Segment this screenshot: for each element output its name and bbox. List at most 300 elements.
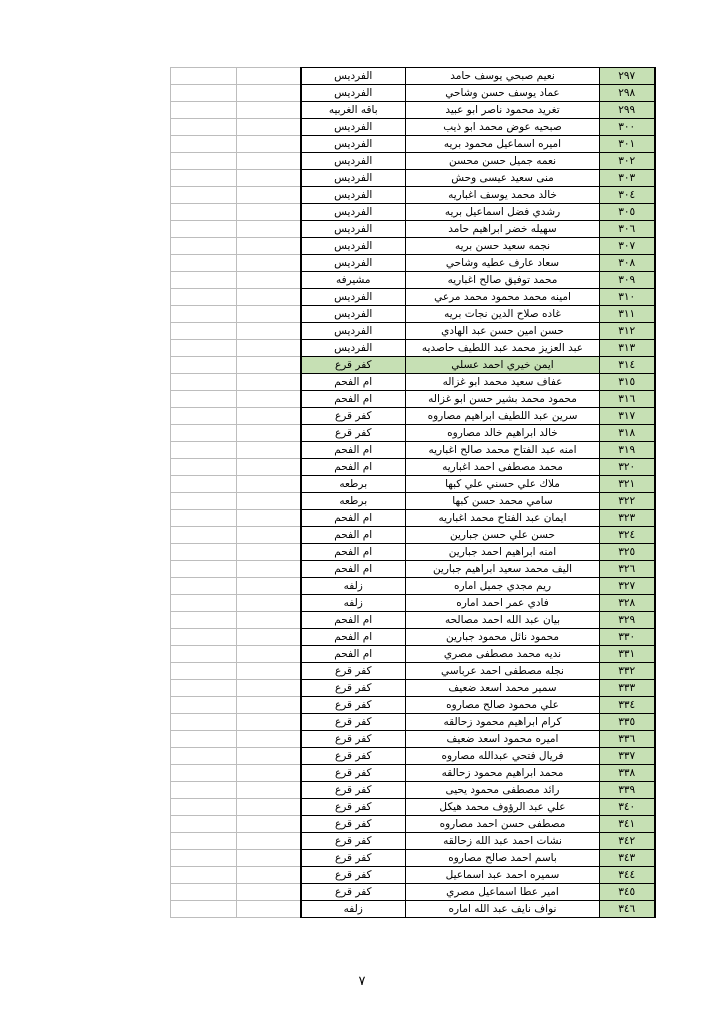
row-number-cell: ٣٢١: [600, 476, 655, 493]
town-cell: باقه الغربيه: [301, 102, 406, 119]
empty-cell: [171, 578, 237, 595]
table-row: [171, 578, 655, 595]
row-number-cell: ٣٣٣: [600, 680, 655, 697]
table-row: [171, 340, 655, 357]
empty-cell: [171, 136, 237, 153]
name-cell: محمود نائل محمود جبارين: [406, 629, 600, 646]
table-row: [171, 731, 655, 748]
name-cell: عبد العزيز محمد عبد اللطيف حاصديه: [406, 340, 600, 357]
empty-cell: [237, 646, 301, 663]
row-number-cell: ٣١٨: [600, 425, 655, 442]
table-row: [171, 748, 655, 765]
town-cell: كفر قرع: [301, 357, 406, 374]
town-cell: ام الفحم: [301, 646, 406, 663]
table-row: [171, 629, 655, 646]
table-row: [171, 204, 655, 221]
row-number-cell: ٢٩٨: [600, 85, 655, 102]
empty-cell: [237, 714, 301, 731]
empty-cell: [237, 867, 301, 884]
table-row: [171, 374, 655, 391]
empty-cell: [237, 289, 301, 306]
row-number-cell: ٣٢٤: [600, 527, 655, 544]
empty-cell: [171, 901, 237, 918]
table-row: [171, 544, 655, 561]
empty-cell: [171, 646, 237, 663]
empty-cell: [171, 119, 237, 136]
town-cell: ام الفحم: [301, 459, 406, 476]
town-cell: الفرديس: [301, 119, 406, 136]
table-row: [171, 901, 655, 918]
name-cell: اميره اسماعيل محمود بريه: [406, 136, 600, 153]
empty-cell: [237, 68, 301, 85]
town-cell: ام الفحم: [301, 510, 406, 527]
name-cell: سميره احمد عبد اسماعيل: [406, 867, 600, 884]
empty-cell: [237, 765, 301, 782]
empty-cell: [171, 391, 237, 408]
empty-cell: [237, 170, 301, 187]
empty-cell: [237, 306, 301, 323]
row-number-cell: ٣٣٠: [600, 629, 655, 646]
town-cell: كفر قرع: [301, 408, 406, 425]
empty-cell: [171, 799, 237, 816]
row-number-cell: ٢٩٩: [600, 102, 655, 119]
empty-cell: [171, 85, 237, 102]
empty-cell: [171, 272, 237, 289]
empty-cell: [237, 510, 301, 527]
town-cell: الفرديس: [301, 238, 406, 255]
table-row: [171, 255, 655, 272]
empty-cell: [237, 476, 301, 493]
empty-cell: [237, 833, 301, 850]
table-row: [171, 68, 655, 85]
table-row: [171, 357, 655, 374]
empty-cell: [171, 544, 237, 561]
empty-cell: [237, 816, 301, 833]
row-number-cell: ٣٣٨: [600, 765, 655, 782]
row-number-cell: ٣١٥: [600, 374, 655, 391]
name-cell: امنه عبد الفتاح محمد صالح اغباريه: [406, 442, 600, 459]
town-cell: كفر قرع: [301, 833, 406, 850]
empty-cell: [171, 68, 237, 85]
name-cell: ريم مجدي جميل اماره: [406, 578, 600, 595]
name-cell: رائد مصطفى محمود يحيى: [406, 782, 600, 799]
empty-cell: [171, 595, 237, 612]
table-row: [171, 425, 655, 442]
empty-cell: [171, 306, 237, 323]
empty-cell: [237, 884, 301, 901]
empty-cell: [171, 867, 237, 884]
empty-cell: [171, 697, 237, 714]
empty-cell: [171, 255, 237, 272]
empty-cell: [237, 527, 301, 544]
name-cell: محمد توفيق صالح اغباريه: [406, 272, 600, 289]
empty-cell: [171, 442, 237, 459]
row-number-cell: ٣١٧: [600, 408, 655, 425]
town-cell: الفرديس: [301, 306, 406, 323]
town-cell: الفرديس: [301, 204, 406, 221]
empty-cell: [171, 731, 237, 748]
name-cell: نجمه سعيد حسن بريه: [406, 238, 600, 255]
row-number-cell: ٣٠٩: [600, 272, 655, 289]
empty-cell: [237, 391, 301, 408]
name-cell: مصطفى حسن احمد مصاروه: [406, 816, 600, 833]
row-number-cell: ٣٢٢: [600, 493, 655, 510]
empty-cell: [237, 136, 301, 153]
row-number-cell: ٣١٢: [600, 323, 655, 340]
town-cell: الفرديس: [301, 221, 406, 238]
empty-cell: [237, 408, 301, 425]
table-row: [171, 527, 655, 544]
town-cell: ام الفحم: [301, 544, 406, 561]
name-cell: اليف محمد سعيد ابراهيم جبارين: [406, 561, 600, 578]
table-row: [171, 646, 655, 663]
town-cell: الفرديس: [301, 136, 406, 153]
empty-cell: [237, 561, 301, 578]
row-number-cell: ٣٠٨: [600, 255, 655, 272]
empty-cell: [237, 153, 301, 170]
name-cell: نعيم صبحي يوسف حامد: [406, 68, 600, 85]
town-cell: زلفه: [301, 578, 406, 595]
name-cell: باسم احمد صالح مصاروه: [406, 850, 600, 867]
name-cell: فادي عمر احمد اماره: [406, 595, 600, 612]
table-row: [171, 408, 655, 425]
row-number-cell: ٣٠٥: [600, 204, 655, 221]
town-cell: ام الفحم: [301, 391, 406, 408]
empty-cell: [237, 238, 301, 255]
table-row: [171, 510, 655, 527]
town-cell: زلفه: [301, 901, 406, 918]
empty-cell: [171, 204, 237, 221]
empty-cell: [171, 476, 237, 493]
table-row: [171, 850, 655, 867]
row-number-cell: ٣٣٤: [600, 697, 655, 714]
table-row: [171, 306, 655, 323]
empty-cell: [237, 663, 301, 680]
empty-cell: [237, 748, 301, 765]
name-cell: امنه ابراهيم احمد جبارين: [406, 544, 600, 561]
town-cell: ام الفحم: [301, 612, 406, 629]
table-row: [171, 136, 655, 153]
empty-cell: [171, 153, 237, 170]
town-cell: كفر قرع: [301, 425, 406, 442]
row-number-cell: ٣٤١: [600, 816, 655, 833]
empty-cell: [171, 493, 237, 510]
empty-cell: [237, 255, 301, 272]
table-row: [171, 289, 655, 306]
row-number-cell: ٣٣١: [600, 646, 655, 663]
name-cell: امير عطا اسماعيل مصري: [406, 884, 600, 901]
name-cell: علي عبد الرؤوف محمد هيكل: [406, 799, 600, 816]
table-row: [171, 442, 655, 459]
name-cell: محمد مصطفى احمد اغباريه: [406, 459, 600, 476]
row-number-cell: ٣١٣: [600, 340, 655, 357]
empty-cell: [237, 323, 301, 340]
empty-cell: [237, 204, 301, 221]
name-cell: فريال فتحي عبدالله مصاروه: [406, 748, 600, 765]
table-row: [171, 595, 655, 612]
town-cell: ام الفحم: [301, 629, 406, 646]
empty-cell: [237, 901, 301, 918]
town-cell: الفرديس: [301, 323, 406, 340]
empty-cell: [237, 374, 301, 391]
empty-cell: [237, 697, 301, 714]
town-cell: الفرديس: [301, 340, 406, 357]
town-cell: كفر قرع: [301, 680, 406, 697]
table-row: [171, 187, 655, 204]
row-number-cell: ٣٤٦: [600, 901, 655, 918]
empty-cell: [171, 782, 237, 799]
town-cell: الفرديس: [301, 85, 406, 102]
empty-cell: [237, 595, 301, 612]
table-row: [171, 765, 655, 782]
empty-cell: [171, 459, 237, 476]
table-row: [171, 272, 655, 289]
empty-cell: [237, 442, 301, 459]
roster-body: [171, 68, 655, 918]
empty-cell: [171, 714, 237, 731]
row-number-cell: ٣٣٧: [600, 748, 655, 765]
name-cell: خالد ابراهيم خالد مصاروه: [406, 425, 600, 442]
empty-cell: [171, 833, 237, 850]
empty-cell: [237, 493, 301, 510]
row-number-cell: ٣٢٥: [600, 544, 655, 561]
table-row: [171, 85, 655, 102]
empty-cell: [237, 459, 301, 476]
table-row: [171, 680, 655, 697]
empty-cell: [171, 663, 237, 680]
empty-cell: [171, 357, 237, 374]
row-number-cell: ٣٤٢: [600, 833, 655, 850]
name-cell: خالد محمد يوسف اغباريه: [406, 187, 600, 204]
row-number-cell: ٣١٩: [600, 442, 655, 459]
name-cell: نواف نايف عبد الله اماره: [406, 901, 600, 918]
row-number-cell: ٣٤٣: [600, 850, 655, 867]
table-row: [171, 612, 655, 629]
empty-cell: [171, 408, 237, 425]
empty-cell: [171, 510, 237, 527]
empty-cell: [237, 119, 301, 136]
empty-cell: [237, 221, 301, 238]
town-cell: الفرديس: [301, 187, 406, 204]
table-row: [171, 663, 655, 680]
town-cell: الفرديس: [301, 255, 406, 272]
town-cell: كفر قرع: [301, 799, 406, 816]
table-row: [171, 833, 655, 850]
name-cell: سعاد عارف عطيه وشاحي: [406, 255, 600, 272]
table-row: [171, 459, 655, 476]
row-number-cell: ٣٢٩: [600, 612, 655, 629]
town-cell: ام الفحم: [301, 442, 406, 459]
town-cell: كفر قرع: [301, 816, 406, 833]
name-cell: كرام ابراهيم محمود زحالقه: [406, 714, 600, 731]
town-cell: برطعه: [301, 493, 406, 510]
empty-cell: [237, 102, 301, 119]
row-number-cell: ٣٠٤: [600, 187, 655, 204]
name-cell: عفاف سعيد محمد ابو غزاله: [406, 374, 600, 391]
empty-cell: [171, 238, 237, 255]
town-cell: الفرديس: [301, 289, 406, 306]
empty-cell: [171, 850, 237, 867]
empty-cell: [237, 578, 301, 595]
empty-cell: [237, 340, 301, 357]
page-number: ٧: [358, 974, 366, 989]
row-number-cell: ٣٣٩: [600, 782, 655, 799]
row-number-cell: ٣٠٦: [600, 221, 655, 238]
town-cell: برطعه: [301, 476, 406, 493]
empty-cell: [171, 289, 237, 306]
table-row: [171, 238, 655, 255]
empty-cell: [171, 170, 237, 187]
row-number-cell: ٣٢٨: [600, 595, 655, 612]
name-cell: سامي محمد حسن كبها: [406, 493, 600, 510]
row-number-cell: ٣٤٠: [600, 799, 655, 816]
town-cell: الفرديس: [301, 68, 406, 85]
table-row: [171, 119, 655, 136]
empty-cell: [171, 340, 237, 357]
row-number-cell: ٣١٦: [600, 391, 655, 408]
town-cell: كفر قرع: [301, 663, 406, 680]
name-cell: علي محمود صالح مصاروه: [406, 697, 600, 714]
row-number-cell: ٣٠٠: [600, 119, 655, 136]
empty-cell: [171, 323, 237, 340]
row-number-cell: ٣٤٤: [600, 867, 655, 884]
row-number-cell: ٣٢٧: [600, 578, 655, 595]
town-cell: كفر قرع: [301, 731, 406, 748]
town-cell: كفر قرع: [301, 748, 406, 765]
empty-cell: [237, 629, 301, 646]
table-row: [171, 561, 655, 578]
table-row: [171, 221, 655, 238]
table-row: [171, 102, 655, 119]
row-number-cell: ٣٠١: [600, 136, 655, 153]
empty-cell: [171, 561, 237, 578]
empty-cell: [237, 85, 301, 102]
town-cell: كفر قرع: [301, 867, 406, 884]
empty-cell: [171, 425, 237, 442]
name-cell: نعمه جميل حسن محسن: [406, 153, 600, 170]
empty-cell: [171, 816, 237, 833]
table-row: [171, 170, 655, 187]
name-cell: منى سعيد عيسى وحش: [406, 170, 600, 187]
name-cell: تغريد محمود ناصر ابو عبيد: [406, 102, 600, 119]
empty-cell: [237, 544, 301, 561]
row-number-cell: ٢٩٧: [600, 68, 655, 85]
table-row: [171, 799, 655, 816]
row-number-cell: ٣٣٢: [600, 663, 655, 680]
empty-cell: [171, 748, 237, 765]
table-row: [171, 493, 655, 510]
row-number-cell: ٣١٤: [600, 357, 655, 374]
empty-cell: [237, 850, 301, 867]
row-number-cell: ٣٤٥: [600, 884, 655, 901]
table-row: [171, 714, 655, 731]
name-cell: ملاك علي حسني علي كبها: [406, 476, 600, 493]
empty-cell: [171, 629, 237, 646]
table-row: [171, 153, 655, 170]
table-row: [171, 476, 655, 493]
row-number-cell: ٣٢٦: [600, 561, 655, 578]
empty-cell: [237, 612, 301, 629]
row-number-cell: ٣٣٥: [600, 714, 655, 731]
name-cell: ايمن خيري احمد عسلي: [406, 357, 600, 374]
table-row: [171, 323, 655, 340]
row-number-cell: ٣٢٣: [600, 510, 655, 527]
table-row: [171, 884, 655, 901]
empty-cell: [171, 221, 237, 238]
name-cell: حسن امين حسن عبد الهادي: [406, 323, 600, 340]
name-cell: نديه محمد مصطفى مصري: [406, 646, 600, 663]
empty-cell: [237, 425, 301, 442]
row-number-cell: ٣٠٧: [600, 238, 655, 255]
table-row: [171, 391, 655, 408]
name-cell: بيان عبد الله احمد مصالحه: [406, 612, 600, 629]
empty-cell: [171, 527, 237, 544]
town-cell: ام الفحم: [301, 527, 406, 544]
row-number-cell: ٣٠٢: [600, 153, 655, 170]
empty-cell: [171, 102, 237, 119]
town-cell: زلفه: [301, 595, 406, 612]
empty-cell: [237, 799, 301, 816]
row-number-cell: ٣٣٦: [600, 731, 655, 748]
name-cell: اميره محمود اسعد ضعيف: [406, 731, 600, 748]
town-cell: كفر قرع: [301, 765, 406, 782]
table-row: [171, 816, 655, 833]
name-cell: سمير محمد اسعد ضعيف: [406, 680, 600, 697]
table-row: [171, 782, 655, 799]
name-cell: محمد ابراهيم محمود زحالقه: [406, 765, 600, 782]
name-cell: محمود محمد بشير حسن ابو غزاله: [406, 391, 600, 408]
empty-cell: [237, 680, 301, 697]
empty-cell: [237, 187, 301, 204]
name-cell: حسن علي حسن جبارين: [406, 527, 600, 544]
town-cell: كفر قرع: [301, 714, 406, 731]
empty-cell: [237, 731, 301, 748]
row-number-cell: ٣١١: [600, 306, 655, 323]
town-cell: الفرديس: [301, 153, 406, 170]
town-cell: كفر قرع: [301, 884, 406, 901]
town-cell: ام الفحم: [301, 374, 406, 391]
row-number-cell: ٣١٠: [600, 289, 655, 306]
empty-cell: [171, 612, 237, 629]
name-cell: نشات احمد عبد الله زحالقه: [406, 833, 600, 850]
empty-cell: [237, 357, 301, 374]
empty-cell: [171, 765, 237, 782]
empty-cell: [237, 272, 301, 289]
town-cell: الفرديس: [301, 170, 406, 187]
roster-table: [170, 67, 656, 918]
empty-cell: [171, 374, 237, 391]
name-cell: سهيله خضر ابراهيم حامد: [406, 221, 600, 238]
town-cell: كفر قرع: [301, 782, 406, 799]
town-cell: كفر قرع: [301, 850, 406, 867]
row-number-cell: ٣٢٠: [600, 459, 655, 476]
name-cell: ايمان عبد الفتاح محمد اغباريه: [406, 510, 600, 527]
table-row: [171, 867, 655, 884]
empty-cell: [171, 884, 237, 901]
name-cell: سرين عبد اللطيف ابراهيم مصاروه: [406, 408, 600, 425]
town-cell: ام الفحم: [301, 561, 406, 578]
name-cell: امينه محمد محمود محمد مرعي: [406, 289, 600, 306]
row-number-cell: ٣٠٣: [600, 170, 655, 187]
name-cell: نجله مصطفى احمد عرباسي: [406, 663, 600, 680]
name-cell: عماد يوسف حسن وشاحي: [406, 85, 600, 102]
name-cell: رشدي فضل اسماعيل بريه: [406, 204, 600, 221]
empty-cell: [237, 782, 301, 799]
town-cell: مشيرفه: [301, 272, 406, 289]
town-cell: كفر قرع: [301, 697, 406, 714]
table-row: [171, 697, 655, 714]
empty-cell: [171, 187, 237, 204]
